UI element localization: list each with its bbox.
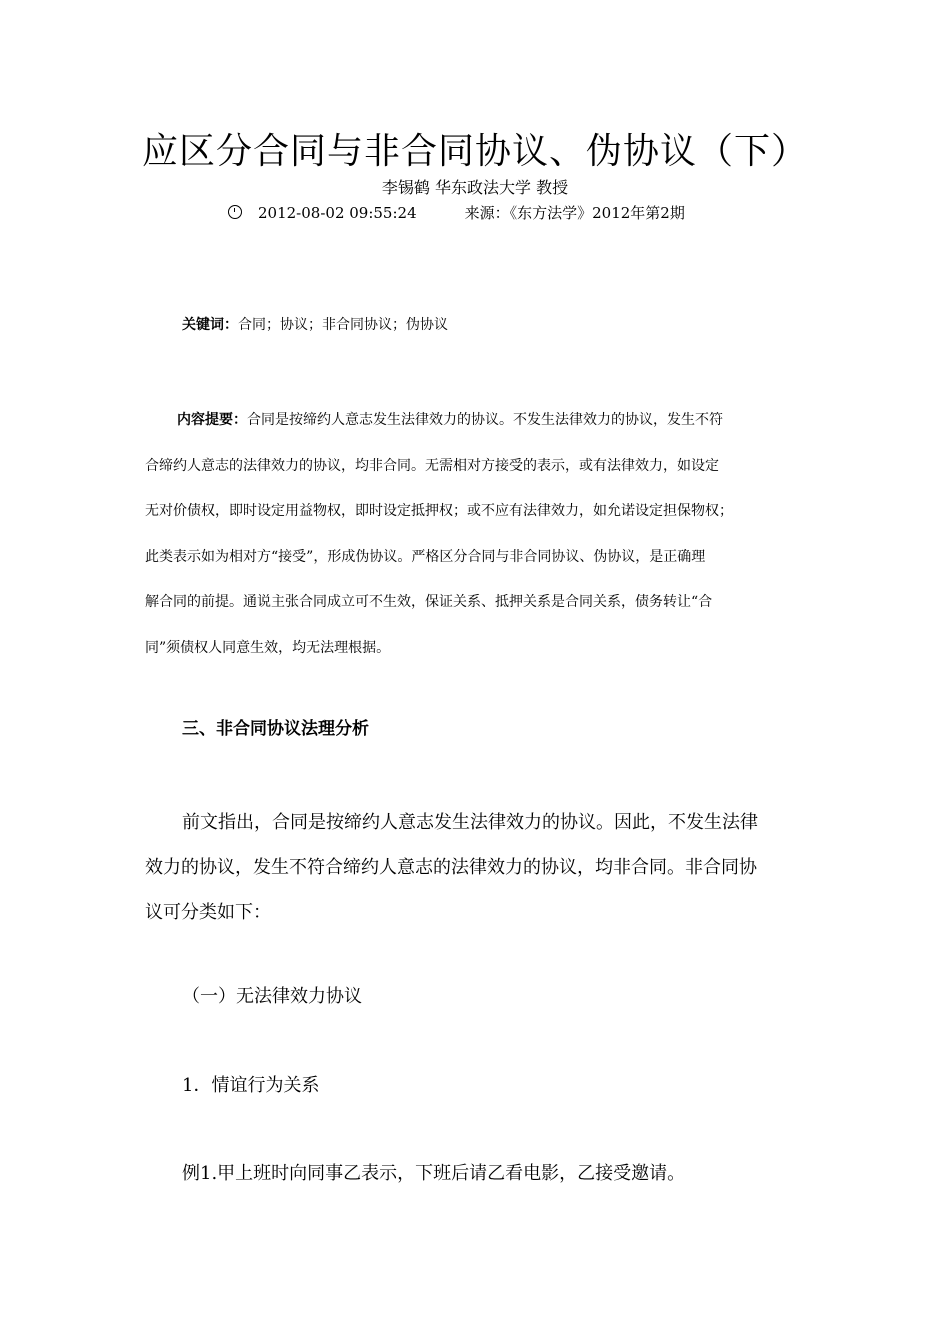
keywords (182, 315, 822, 335)
abstract-line: 解合同的前提。通说主张合同成立可不生效，保证关系、抵押关系是合同关系，债务转让“合 (145, 594, 713, 610)
section-heading: 三、非合同协议法理分析 (182, 719, 369, 739)
article-source: 来源：《东方法学》2012年第2期 (464, 204, 685, 222)
paragraph-line: 议可分类如下： (145, 902, 271, 923)
subheading-favor-relation: 1．情谊行为关系 (182, 1075, 320, 1096)
section-paragraph (145, 800, 805, 935)
abstract-line: 内容提要：合同是按缔约人意志发生法律效力的协议。不发生法律效力的协议，发生不符 (177, 412, 723, 428)
paragraph-line: 前文指出，合同是按缔约人意志发生法律效力的协议。因此，不发生法律 (182, 812, 758, 833)
article-author: 李锡鹤 华东政法大学 教授 (381, 178, 569, 197)
keywords-label: 关键词： (182, 317, 238, 333)
abstract-line: 无对价债权，即时设定用益物权，即时设定抵押权；或不应有法律效力，如允诺设定担保物权； (145, 503, 733, 519)
abstract-line: 此类表示如为相对方“接受”，形成伪协议。严格区分合同与非合同协议、伪协议，是正确理 (145, 548, 706, 565)
subheading-no-legal-effect: （一）无法律效力协议 (182, 986, 362, 1007)
abstract-line: 同”须债权人同意生效，均无法理根据。 (145, 639, 391, 656)
abstract-line: 合缔约人意志的法律效力的协议，均非合同。无需相对方接受的表示，或有法律效力，如设定 (145, 457, 719, 474)
article-title: 应区分合同与非合同协议、伪协议（下） (141, 131, 808, 172)
example-paragraph: 例1.甲上班时向同事乙表示，下班后请乙看电影，乙接受邀请。 (182, 1163, 686, 1184)
abstract (145, 398, 805, 671)
abstract-label: 内容提要： (177, 412, 247, 428)
article-meta (228, 202, 788, 224)
keywords-text: 合同；协议；非合同协议；伪协议 (238, 317, 448, 333)
clock-icon (228, 205, 242, 219)
publish-datetime: 2012-08-02 09:55:24 (258, 204, 417, 222)
paragraph-line: 效力的协议，发生不符合缔约人意志的法律效力的协议，均非合同。非合同协 (145, 857, 757, 878)
